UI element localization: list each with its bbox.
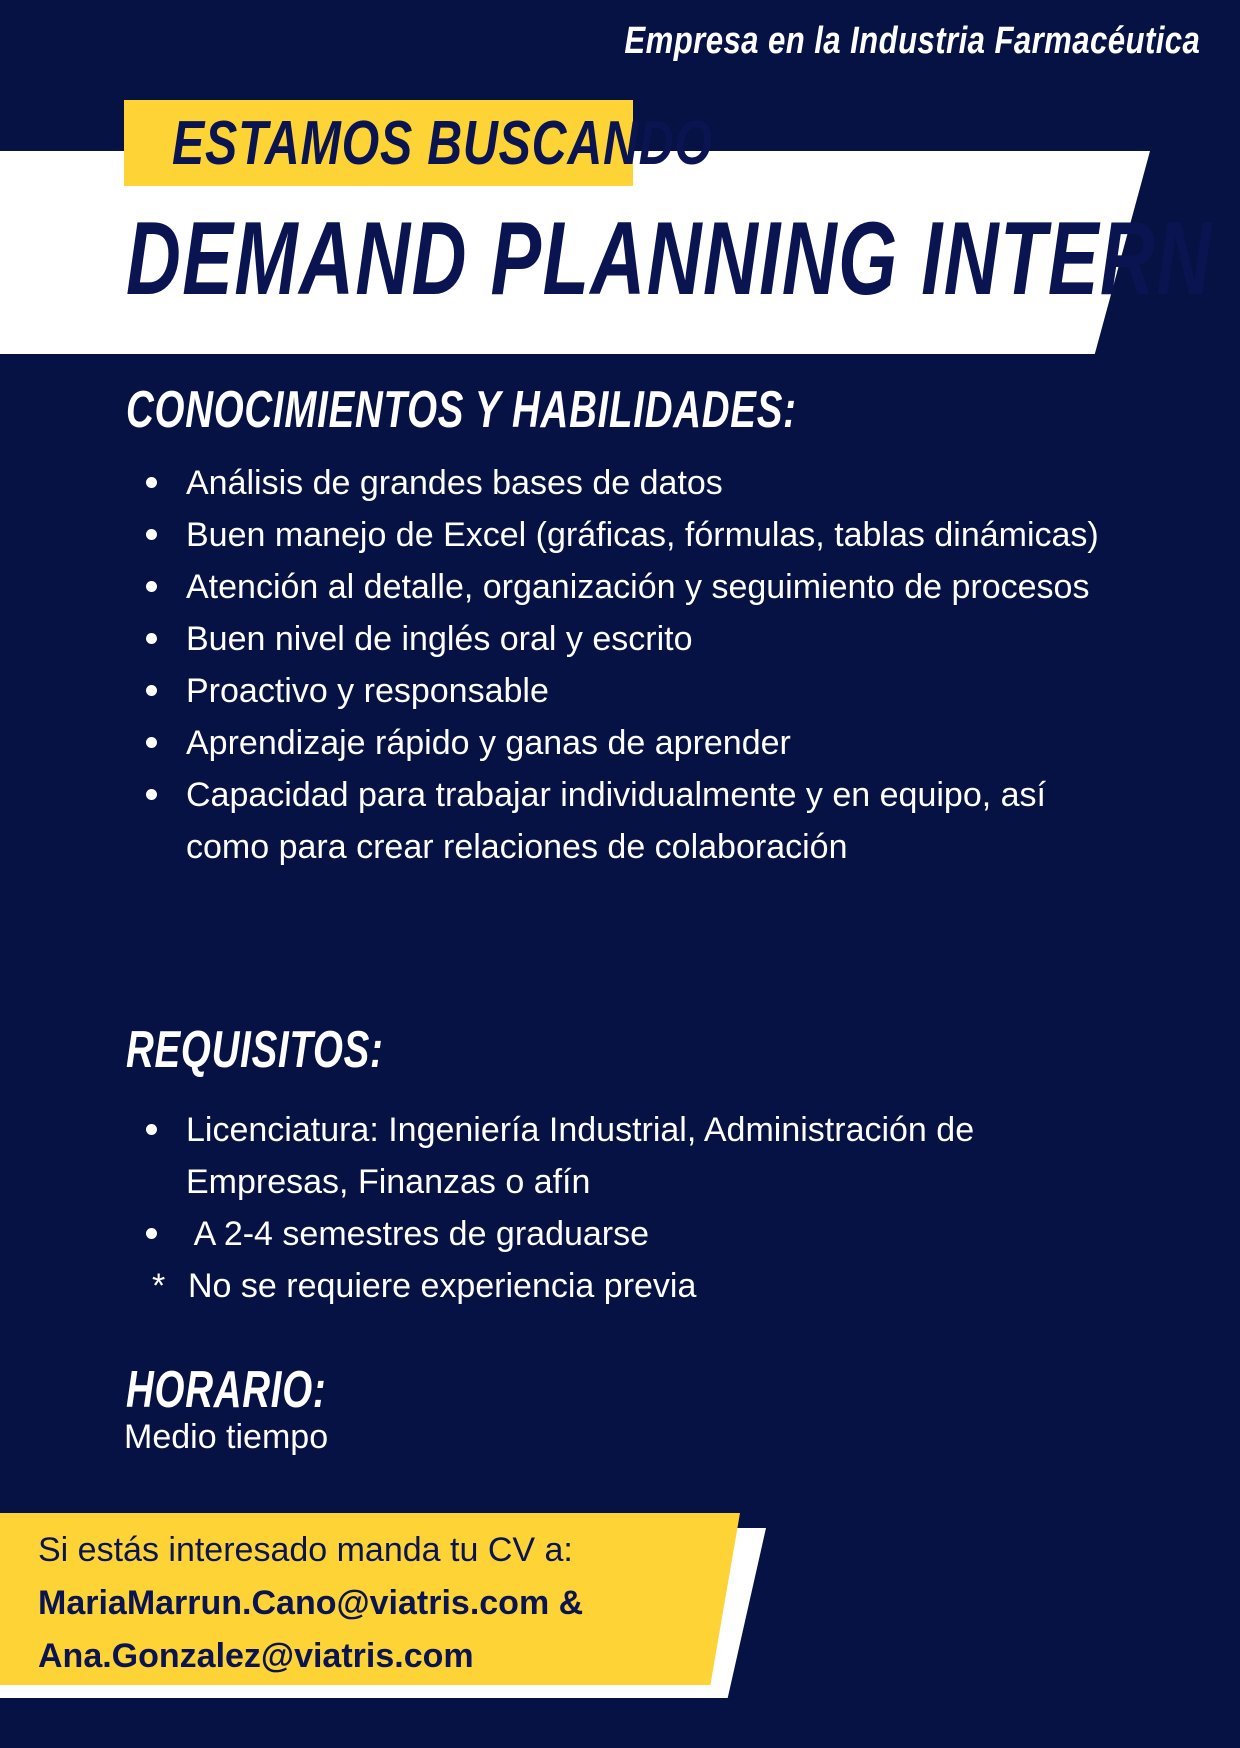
list-item: Buen manejo de Excel (gráficas, fórmulas, tablas dinámicas) [140, 509, 1100, 561]
schedule-heading: HORARIO: [126, 1361, 327, 1419]
note-marker: * [152, 1267, 166, 1305]
list-item: Aprendizaje rápido y ganas de aprender [140, 717, 1100, 769]
schedule-value: Medio tiempo [124, 1418, 329, 1456]
list-item: Buen nivel de inglés oral y escrito [140, 613, 1100, 665]
list-item: Proactivo y responsable [140, 665, 1100, 717]
job-title: DEMAND PLANNING INTERN [126, 201, 1213, 317]
contact-block [38, 1524, 583, 1683]
contact-intro: Si estás interesado manda tu CV a: [38, 1531, 573, 1569]
contact-email-2[interactable]: Ana.Gonzalez@viatris.com [38, 1637, 474, 1675]
list-item: Atención al detalle, organización y seguimiento de procesos [140, 561, 1100, 613]
requirements-note [152, 1260, 696, 1312]
list-item: Análisis de grandes bases de datos [140, 457, 1100, 509]
list-item: Licenciatura: Ingeniería Industrial, Administración de Empresas, Finanzas o afín [140, 1104, 1100, 1208]
list-item: A 2-4 semestres de graduarse [140, 1208, 1100, 1260]
list-item: Capacidad para trabajar individualmente y en equipo, así como para crear relaciones de colaboración [140, 769, 1100, 873]
contact-email-1[interactable]: MariaMarrun.Cano@viatris.com & [38, 1584, 584, 1622]
company-tagline: Empresa en la Industria Farmacéutica [624, 20, 1200, 62]
skills-list [140, 457, 1100, 873]
requirements-heading: REQUISITOS: [126, 1021, 384, 1079]
tag-text: ESTAMOS BUSCANDO [172, 109, 713, 178]
skills-heading: CONOCIMIENTOS Y HABILIDADES: [126, 381, 797, 439]
requirements-list [140, 1104, 1100, 1260]
note-text: No se requiere experiencia previa [188, 1267, 697, 1305]
